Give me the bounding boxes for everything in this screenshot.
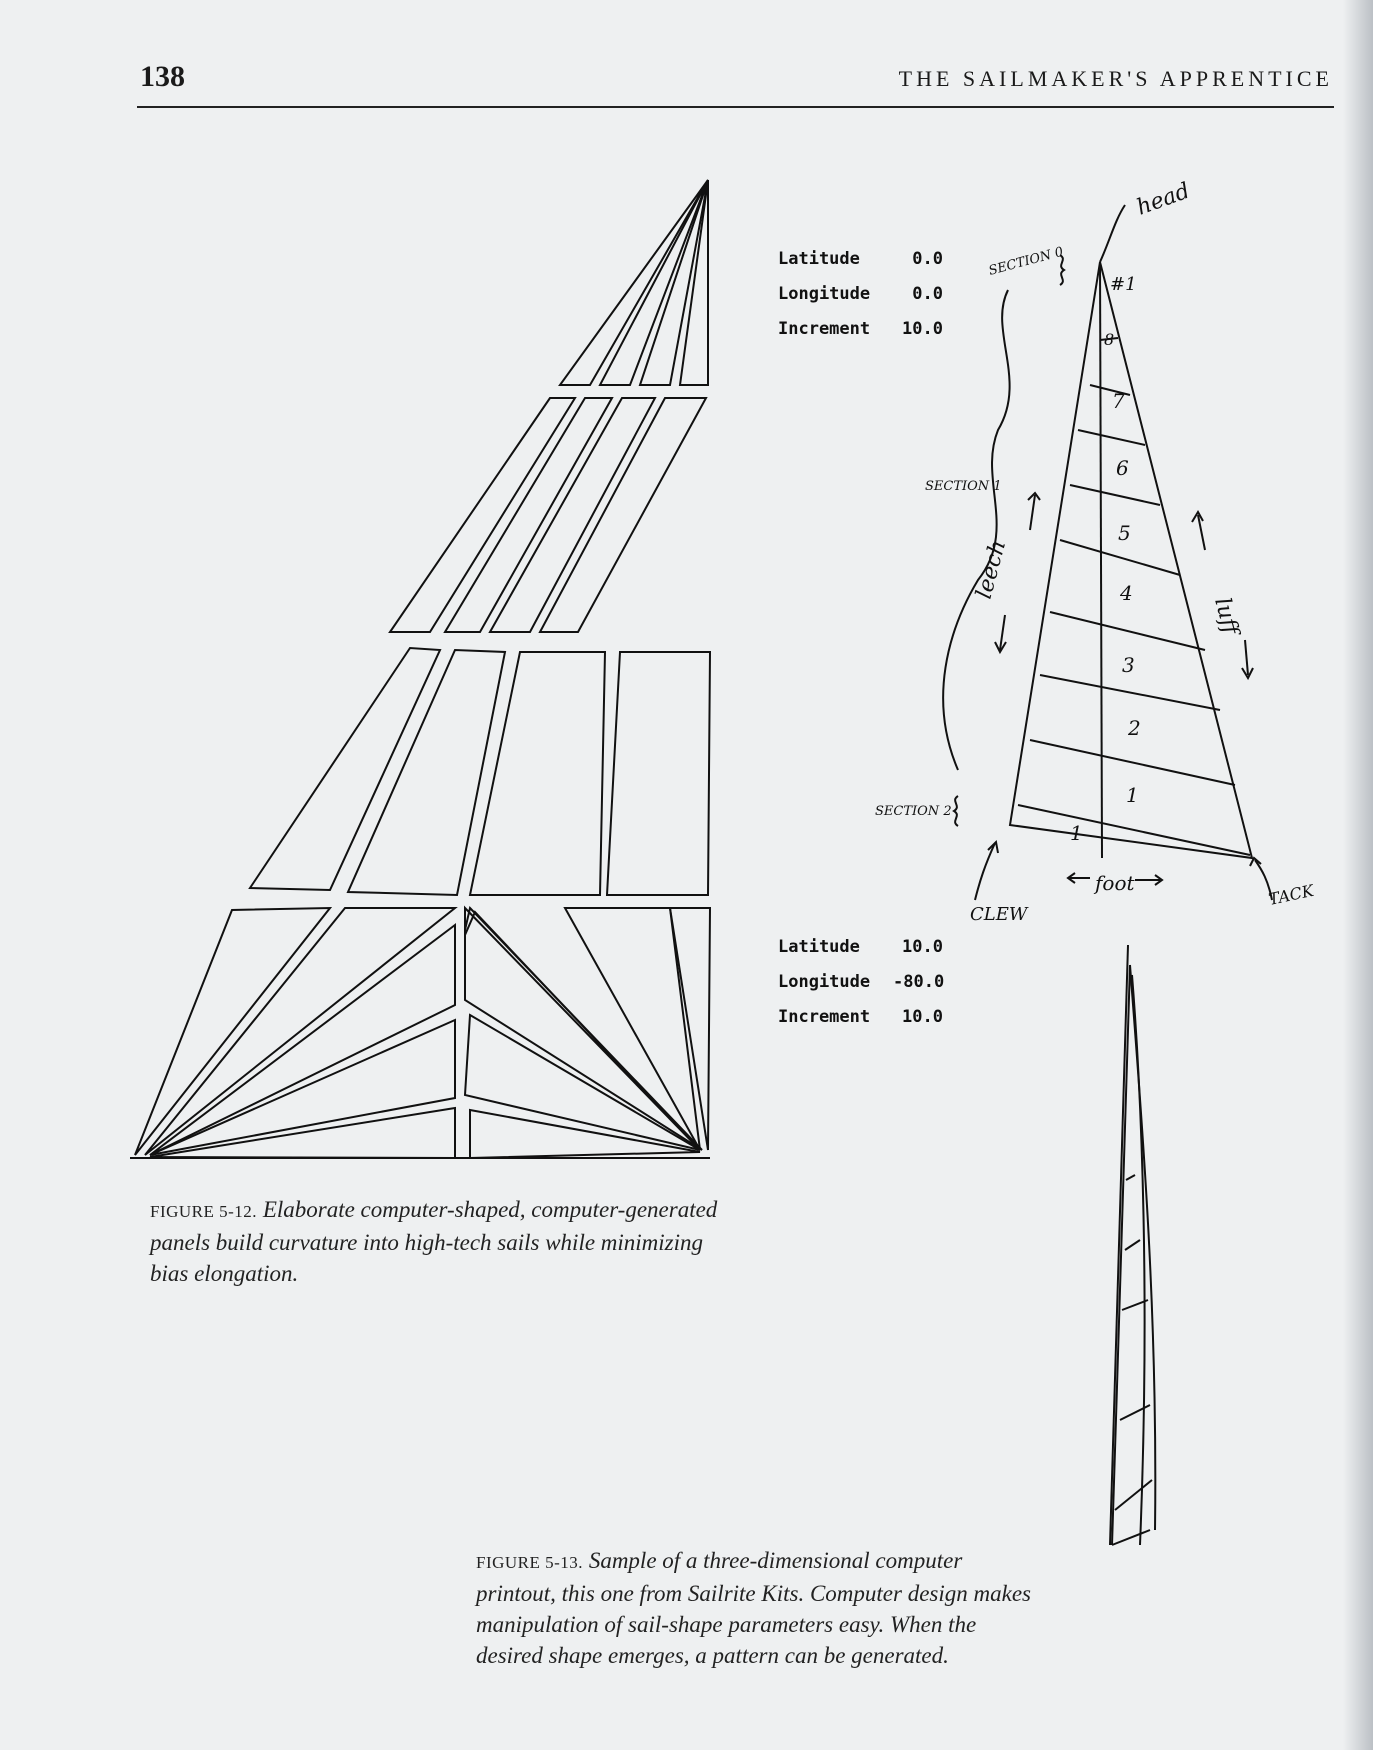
readout-value: 10.0 xyxy=(902,937,943,957)
panel-number: 4 xyxy=(1120,581,1133,605)
page-number: 138 xyxy=(140,60,185,93)
panel-number: 6 xyxy=(1116,456,1129,480)
annotation-tack: TACK xyxy=(1266,880,1316,909)
caption-label: FIGURE 5-12. xyxy=(150,1202,258,1221)
readout-label: Latitude xyxy=(778,249,860,269)
readout-label: Longitude xyxy=(778,284,871,304)
annotation-luff: luff xyxy=(1209,595,1243,638)
running-head: THE SAILMAKER'S APPRENTICE xyxy=(898,66,1333,91)
readout-value: 0.0 xyxy=(912,284,943,304)
readout-label: Latitude xyxy=(778,937,860,957)
annotation-section-1: SECTION 1 xyxy=(925,479,1002,494)
figure-5-13-caption xyxy=(476,1545,1036,1671)
panel-number: 2 xyxy=(1128,716,1141,740)
readout-value: 10.0 xyxy=(902,1007,943,1027)
readout-label: Increment xyxy=(778,319,871,339)
panel-number: 1 xyxy=(1070,821,1083,845)
panel-number: 3 xyxy=(1122,653,1135,677)
annotation-leech: leech xyxy=(971,537,1012,602)
panel-number: 8 xyxy=(1104,330,1115,349)
annotation-foot: foot xyxy=(1095,871,1135,895)
readout-value: -80.0 xyxy=(893,972,945,992)
panel-number: 1 xyxy=(1126,783,1139,807)
annotation-head-marker: #1 xyxy=(1110,274,1137,295)
panel-number: 5 xyxy=(1118,521,1131,545)
readout-value: 10.0 xyxy=(902,319,943,339)
annotation-head: head xyxy=(1133,178,1194,221)
annotation-section-2: SECTION 2 xyxy=(875,804,952,819)
panel-number: 7 xyxy=(1112,389,1125,413)
caption-text: Elaborate computer-shaped, computer-generated panels build curvature into high-tech sails while minimizing bias elongation. xyxy=(150,1197,718,1286)
caption-label: FIGURE 5-13. xyxy=(476,1553,584,1572)
annotation-clew: CLEW xyxy=(970,904,1028,925)
page-edge-shadow xyxy=(1343,0,1373,1750)
readout-label: Longitude xyxy=(778,972,871,992)
annotation-section-0: SECTION 0 xyxy=(987,244,1066,279)
readout-label: Increment xyxy=(778,1007,871,1027)
readout-value: 0.0 xyxy=(912,249,943,269)
caption-text: Sample of a three-dimensional computer printout, this one from Sailrite Kits. Computer design makes manipulation of sail-shape parameters easy. When the desired shape emerges, a pattern can be generated. xyxy=(476,1548,1031,1668)
